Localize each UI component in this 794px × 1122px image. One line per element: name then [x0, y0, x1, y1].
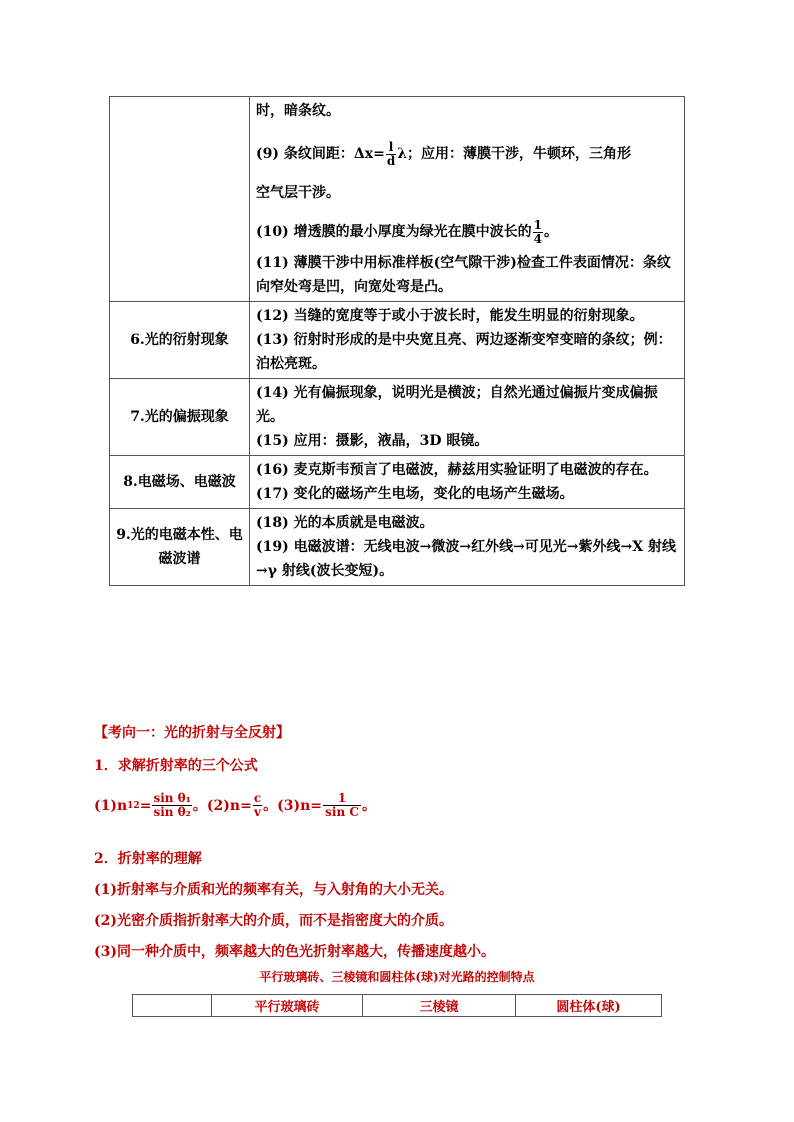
summary-table	[109, 96, 685, 586]
content-cell	[250, 302, 685, 379]
fraction-one-quarter	[533, 219, 543, 246]
text: (9) 条纹间距：Δx=	[256, 146, 385, 162]
line-antireflection	[256, 217, 678, 247]
header-cell: 圆柱体(球)	[516, 995, 662, 1017]
line: (11) 薄膜干涉中用标准样板(空气隙干涉)检查工件表面情况：条纹向窄处弯是凹，向宽处弯是凸。	[256, 255, 671, 295]
content-cell	[250, 379, 685, 456]
refraction-formulas	[94, 792, 376, 819]
list-item: (3)同一种介质中，频率越大的色光折射率越大，传播速度越小。	[94, 944, 495, 960]
numerator: 1	[323, 792, 361, 806]
numerator: c	[253, 791, 262, 805]
table-row	[110, 509, 685, 586]
fraction-sine-ratio	[152, 792, 191, 819]
line: (18) 光的本质就是电磁波。	[256, 515, 434, 531]
fraction-critical-angle	[323, 792, 361, 819]
line: (13) 衍射时形成的是中央宽且亮、两边逐渐变窄变暗的条纹；例：泊松亮斑。	[256, 332, 672, 372]
denominator: sin θ₂	[153, 805, 191, 819]
spacer	[256, 169, 678, 181]
table-row	[110, 456, 685, 509]
numerator: 1	[533, 217, 542, 232]
line: (14) 光有偏振现象，说明光是横波；自然光通过偏振片变成偏振光。	[256, 385, 658, 425]
list-item: (1)折射率与介质和光的频率有关，与入射角的大小无关。	[94, 882, 453, 898]
content-cell	[250, 456, 685, 509]
line-fringe-spacing	[256, 139, 678, 169]
denominator: v	[253, 805, 261, 819]
header-cell	[133, 995, 212, 1017]
formula-text: 。	[192, 797, 207, 814]
line: (19) 电磁波谱：无线电波→微波→红外线→可见光→紫外线→X 射线→γ 射线(波长变短)。	[256, 539, 676, 579]
denominator: 4	[533, 231, 542, 246]
compare-table	[132, 994, 662, 1017]
content-cell	[250, 509, 685, 586]
formula-text: (1)n	[94, 797, 128, 814]
header-cell: 平行玻璃砖	[212, 995, 363, 1017]
spacer	[256, 123, 678, 139]
fraction-l-over-d	[386, 141, 396, 168]
text: (10) 增透膜的最小厚度为绿光在膜中波长的	[256, 224, 532, 240]
numerator: l	[386, 141, 396, 155]
topic-cell: 6.光的衍射现象	[110, 302, 250, 379]
formula-text: =	[139, 797, 152, 814]
topic-cell: 9.光的电磁本性、电磁波谱	[110, 509, 250, 586]
denominator: sin C	[325, 805, 359, 819]
line: 时，暗条纹。	[256, 103, 340, 119]
table-row	[110, 97, 685, 302]
point-title: 1．求解折射率的三个公式	[94, 758, 258, 774]
line: (12) 当缝的宽度等于或小于波长时，能发生明显的衍射现象。	[256, 308, 644, 324]
topic-cell: 7.光的偏振现象	[110, 379, 250, 456]
text: λ；应用：薄膜干涉，牛顿环，三角形	[397, 146, 632, 162]
line: (16) 麦克斯韦预言了电磁波，赫兹用实验证明了电磁波的存在。	[256, 462, 658, 478]
spacer	[256, 205, 678, 217]
topic-cell	[110, 97, 250, 302]
content-cell	[250, 97, 685, 302]
fraction-c-over-v	[253, 792, 262, 819]
formula-text: (2)n=	[206, 797, 252, 814]
table-caption: 平行玻璃砖、三棱镜和圆柱体(球)对光路的控制特点	[259, 970, 535, 984]
table-row	[110, 379, 685, 456]
table-header-row	[133, 995, 662, 1017]
denominator: d	[386, 153, 396, 168]
point-title: 2．折射率的理解	[94, 851, 202, 867]
formula-text: 。	[362, 797, 377, 814]
line: (15) 应用：摄影，液晶，3D 眼镜。	[256, 433, 489, 449]
subscript: 12	[127, 800, 140, 811]
formula-text: 。	[263, 797, 278, 814]
line: (17) 变化的磁场产生电场，变化的电场产生磁场。	[256, 486, 574, 502]
table-row	[110, 302, 685, 379]
numerator: sin θ₁	[153, 791, 191, 805]
text: 。	[543, 224, 558, 240]
formula-text: (3)n=	[277, 797, 323, 814]
list-item: (2)光密介质指折射率大的介质，而不是指密度大的介质。	[94, 913, 453, 929]
header-cell: 三棱镜	[363, 995, 516, 1017]
topic-cell: 8.电磁场、电磁波	[110, 456, 250, 509]
line: 空气层干涉。	[256, 185, 340, 201]
section-heading: 【考向一：光的折射与全反射】	[94, 725, 290, 741]
